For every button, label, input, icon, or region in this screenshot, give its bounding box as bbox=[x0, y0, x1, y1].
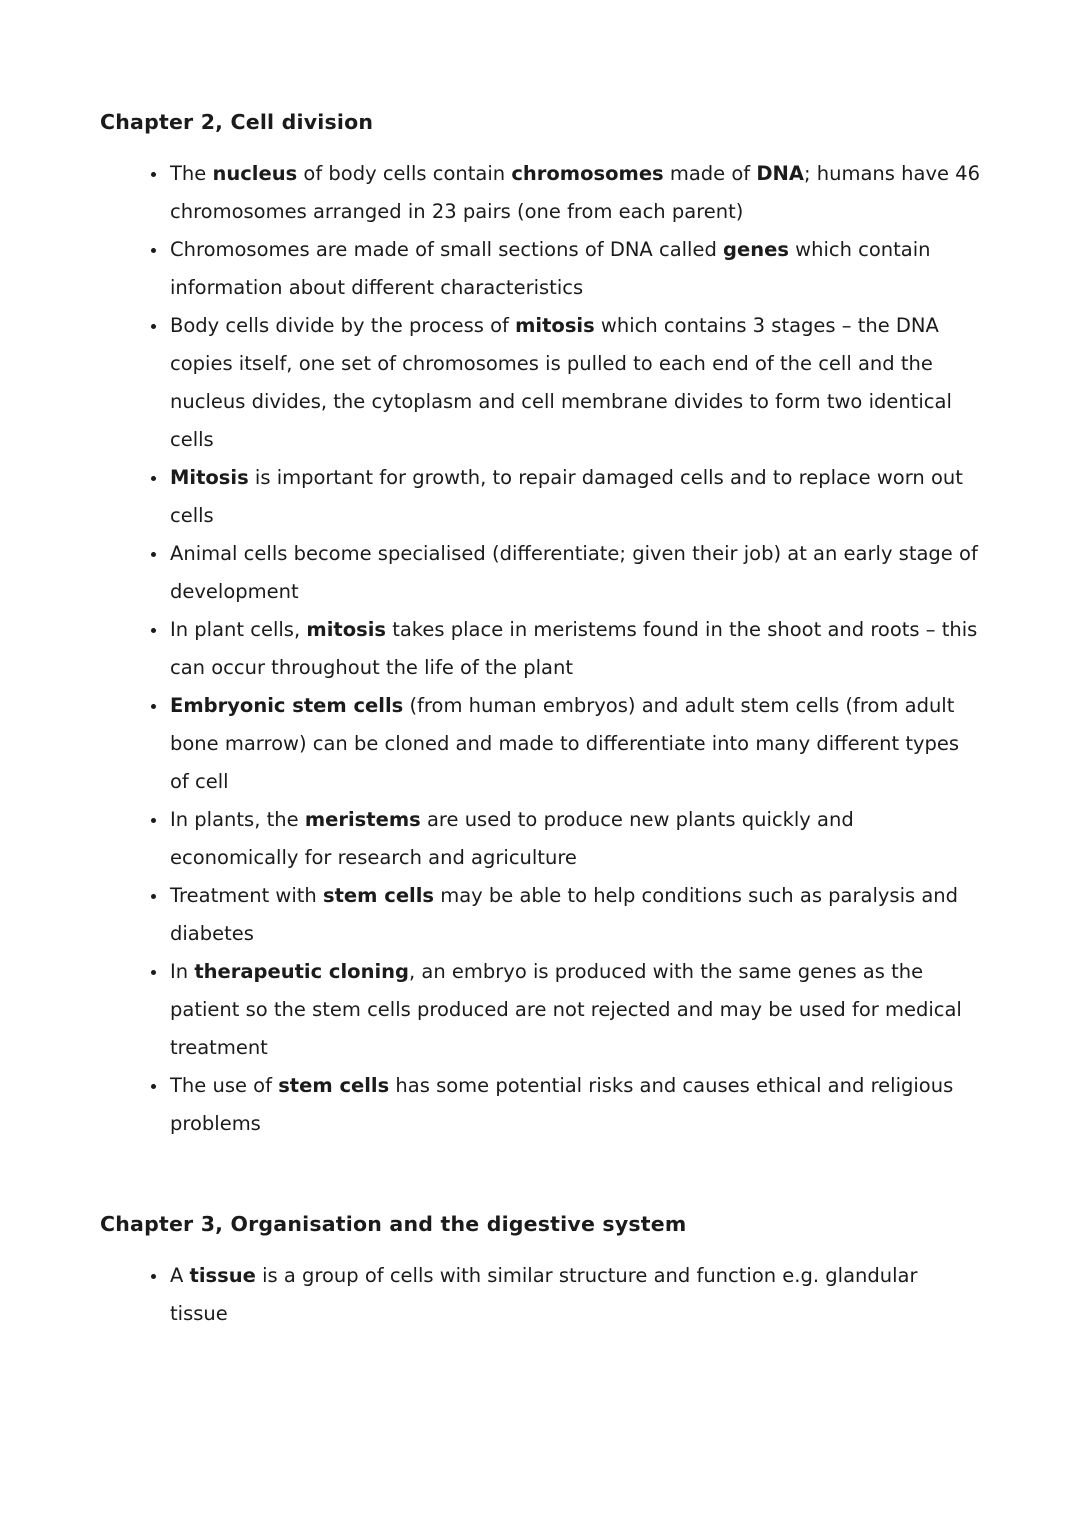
bold-term: chromosomes bbox=[511, 162, 664, 185]
bullet-item bbox=[168, 611, 980, 687]
text-run: Treatment with bbox=[170, 884, 323, 907]
bold-term: meristems bbox=[304, 808, 421, 831]
bullet-item bbox=[168, 535, 980, 611]
text-run: Chromosomes are made of small sections of DNA called bbox=[170, 238, 724, 261]
bold-term: Mitosis bbox=[170, 466, 249, 489]
text-run: takes place in meristems found in the shoot and roots – this can occur throughout the life of the plant bbox=[170, 618, 978, 679]
bullet-item bbox=[168, 231, 980, 307]
notes-content bbox=[100, 103, 980, 1333]
bullet-item bbox=[168, 687, 980, 801]
text-run: ; humans have 46 chromosomes arranged in 23 pairs (one from each parent) bbox=[170, 162, 980, 223]
text-run: (from human embryos) and adult stem cells (from adult bone marrow) can be cloned and made to differentiate into many different types of cell bbox=[170, 694, 960, 793]
bold-term: therapeutic cloning bbox=[194, 960, 409, 983]
bold-term: Embryonic stem cells bbox=[170, 694, 404, 717]
notes-section bbox=[100, 1205, 980, 1333]
text-run: are used to produce new plants quickly and economically for research and agriculture bbox=[170, 808, 854, 869]
text-run: is important for growth, to repair damaged cells and to replace worn out cells bbox=[170, 466, 963, 527]
text-run: made of bbox=[663, 162, 757, 185]
bold-term: stem cells bbox=[278, 1074, 390, 1097]
bold-term: DNA bbox=[756, 162, 804, 185]
bold-term: mitosis bbox=[306, 618, 386, 641]
section-heading: Chapter 3, Organisation and the digestive system bbox=[100, 1212, 687, 1236]
text-run: The use of bbox=[170, 1074, 279, 1097]
text-run: In plant cells, bbox=[170, 618, 307, 641]
text-run: of body cells contain bbox=[297, 162, 512, 185]
bullet-item bbox=[168, 877, 980, 953]
text-run: , an embryo is produced with the same genes as the patient so the stem cells produced are not rejected and may be used for medical treatment bbox=[170, 960, 962, 1059]
bullet-item bbox=[168, 307, 980, 459]
bullet-item bbox=[168, 155, 980, 231]
notes-section bbox=[100, 103, 980, 1143]
bullet-item bbox=[168, 459, 980, 535]
text-run: In plants, the bbox=[170, 808, 305, 831]
text-run: which contains 3 stages – the DNA copies itself, one set of chromosomes is pulled to each end of the cell and the nucleus divides, the cytoplasm and cell membrane divides to form two identical cells bbox=[170, 314, 952, 451]
text-run: is a group of cells with similar structure and function e.g. glandular tissue bbox=[170, 1264, 918, 1325]
bold-term: stem cells bbox=[323, 884, 435, 907]
text-run: The bbox=[170, 162, 213, 185]
section-heading: Chapter 2, Cell division bbox=[100, 110, 374, 134]
bold-term: tissue bbox=[189, 1264, 256, 1287]
bullet-item bbox=[168, 953, 980, 1067]
text-run: Animal cells become specialised (differentiate; given their job) at an early stage of development bbox=[170, 542, 978, 603]
text-run: In bbox=[170, 960, 195, 983]
bullet-list bbox=[100, 155, 980, 1143]
text-run: has some potential risks and causes ethical and religious problems bbox=[170, 1074, 954, 1135]
bold-term: genes bbox=[723, 238, 789, 261]
bold-term: nucleus bbox=[212, 162, 298, 185]
bullet-item bbox=[168, 1257, 980, 1333]
text-run: which contain information about different characteristics bbox=[170, 238, 931, 299]
text-run: A bbox=[170, 1264, 190, 1287]
bold-term: mitosis bbox=[515, 314, 595, 337]
bullet-item bbox=[168, 1067, 980, 1143]
bullet-item bbox=[168, 801, 980, 877]
bullet-list bbox=[100, 1257, 980, 1333]
text-run: Body cells divide by the process of bbox=[170, 314, 516, 337]
text-run: may be able to help conditions such as paralysis and diabetes bbox=[170, 884, 959, 945]
